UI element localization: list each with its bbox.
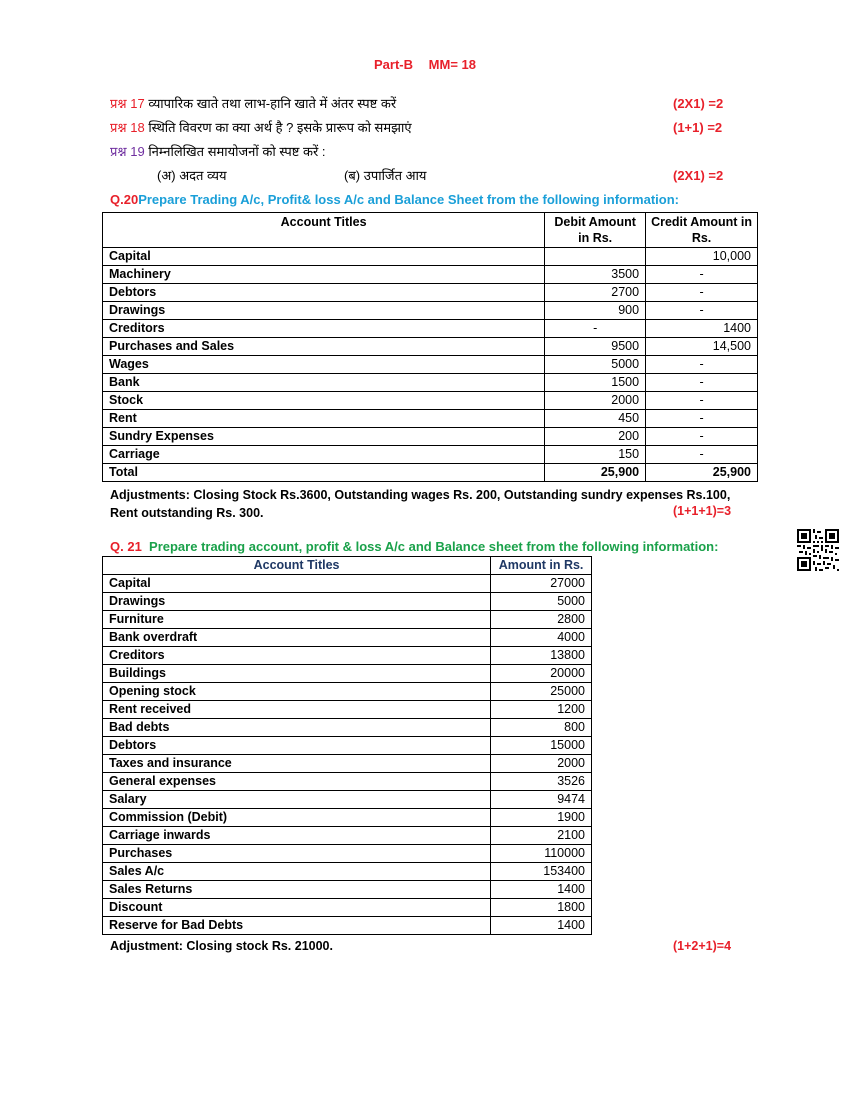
cell-account: Rent [103, 410, 545, 428]
cell-amount: 110000 [491, 845, 592, 863]
cell-credit: 14,500 [646, 338, 758, 356]
cell-amount: 15000 [491, 737, 592, 755]
table-row [103, 266, 758, 284]
cell-amount: 1400 [491, 881, 592, 899]
q20-number: Q.20 [110, 192, 139, 207]
cell-account: Creditors [103, 320, 545, 338]
cell-credit: - [646, 392, 758, 410]
cell-account: Bank overdraft [103, 629, 491, 647]
q17-prefix: प्रश्न [110, 96, 127, 111]
cell-amount: 4000 [491, 629, 592, 647]
cell-debit: 2700 [545, 284, 646, 302]
cell-debit: 150 [545, 446, 646, 464]
column-header-amount: Amount in Rs. [491, 557, 592, 575]
cell-debit: 9500 [545, 338, 646, 356]
table-row [103, 575, 592, 593]
cell-account: Salary [103, 791, 491, 809]
cell-account: Wages [103, 356, 545, 374]
table-row [103, 647, 592, 665]
table-row [103, 392, 758, 410]
cell-account: Total [103, 464, 545, 482]
cell-account: Machinery [103, 266, 545, 284]
table-header-row [103, 213, 758, 248]
q21-title: Prepare trading account, profit & loss A/c and Balance sheet from the following information: [149, 539, 719, 554]
cell-credit: - [646, 428, 758, 446]
cell-debit: 900 [545, 302, 646, 320]
table-row [103, 665, 592, 683]
q18-marks: (1+1) =2 [673, 120, 723, 135]
table-row [103, 881, 592, 899]
q21-number: Q. 21 [110, 539, 142, 554]
cell-debit: 3500 [545, 266, 646, 284]
table-row [103, 374, 758, 392]
cell-amount: 2800 [491, 611, 592, 629]
cell-account: Debtors [103, 737, 491, 755]
table-row [103, 737, 592, 755]
cell-account: Bad debts [103, 719, 491, 737]
column-header-credit: Credit Amount in Rs. [646, 213, 758, 248]
column-header-account: Account Titles [103, 557, 491, 575]
cell-debit: 200 [545, 428, 646, 446]
cell-debit: 1500 [545, 374, 646, 392]
cell-credit: 25,900 [646, 464, 758, 482]
table-row [103, 410, 758, 428]
cell-account: Purchases [103, 845, 491, 863]
cell-account: Reserve for Bad Debts [103, 917, 491, 935]
cell-account: Buildings [103, 665, 491, 683]
table-row [103, 791, 592, 809]
cell-debit [545, 248, 646, 266]
column-header-account: Account Titles [103, 213, 545, 248]
table-row [103, 899, 592, 917]
table-row [103, 446, 758, 464]
table-row [103, 683, 592, 701]
q17-marks: (2X1) =2 [673, 96, 724, 111]
q21-account-table [102, 556, 592, 935]
cell-account: Taxes and insurance [103, 755, 491, 773]
q21-adjustment: Adjustment: Closing stock Rs. 21000. [110, 939, 333, 953]
table-row [103, 248, 758, 266]
q19-text: निम्नलिखित समायोजनों को स्पष्ट करें : [148, 144, 326, 159]
table-row [103, 755, 592, 773]
table-row [103, 428, 758, 446]
cell-account: Carriage [103, 446, 545, 464]
cell-account: Sales A/c [103, 863, 491, 881]
q19-marks: (2X1) =2 [673, 168, 724, 183]
q17-number: 17 [130, 96, 145, 111]
table-row [103, 338, 758, 356]
cell-amount: 2000 [491, 755, 592, 773]
table-row [103, 773, 592, 791]
cell-account: Capital [103, 248, 545, 266]
cell-account: Debtors [103, 284, 545, 302]
cell-account: Drawings [103, 302, 545, 320]
cell-account: Stock [103, 392, 545, 410]
question-18 [110, 118, 750, 138]
cell-account: General expenses [103, 773, 491, 791]
cell-credit: 10,000 [646, 248, 758, 266]
q20-heading [110, 192, 679, 207]
cell-amount: 153400 [491, 863, 592, 881]
cell-amount: 9474 [491, 791, 592, 809]
cell-credit: 1400 [646, 320, 758, 338]
q19-option-a: (अ) अदत व्यय [157, 168, 227, 183]
cell-account: Purchases and Sales [103, 338, 545, 356]
q20-adjustments-line2: Rent outstanding Rs. 300. [110, 506, 264, 520]
q18-number: 18 [130, 120, 145, 135]
cell-credit: - [646, 284, 758, 302]
cell-account: Drawings [103, 593, 491, 611]
qr-code-icon [797, 529, 839, 571]
table-row [103, 464, 758, 482]
table-row [103, 284, 758, 302]
question-19-options [110, 166, 750, 186]
cell-amount: 2100 [491, 827, 592, 845]
cell-credit: - [646, 410, 758, 428]
cell-account: Bank [103, 374, 545, 392]
q21-heading [110, 539, 718, 554]
part-label: Part-B [374, 57, 414, 72]
table-row [103, 356, 758, 374]
cell-account: Furniture [103, 611, 491, 629]
q20-adjustments-line1: Adjustments: Closing Stock Rs.3600, Outstanding wages Rs. 200, Outstanding sundry expenses Rs.100, [110, 488, 731, 502]
cell-amount: 1800 [491, 899, 592, 917]
cell-amount: 20000 [491, 665, 592, 683]
cell-amount: 3526 [491, 773, 592, 791]
table-row [103, 719, 592, 737]
cell-account: Carriage inwards [103, 827, 491, 845]
cell-amount: 27000 [491, 575, 592, 593]
cell-credit: - [646, 266, 758, 284]
cell-credit: - [646, 356, 758, 374]
question-17 [110, 94, 750, 114]
cell-amount: 5000 [491, 593, 592, 611]
cell-debit: 2000 [545, 392, 646, 410]
q19-number: 19 [130, 144, 145, 159]
table-row [103, 917, 592, 935]
cell-amount: 1400 [491, 917, 592, 935]
cell-account: Commission (Debit) [103, 809, 491, 827]
q19-option-b: (ब) उपार्जित आय [344, 168, 427, 183]
cell-credit: - [646, 302, 758, 320]
table-row [103, 302, 758, 320]
cell-account: Opening stock [103, 683, 491, 701]
table-row [103, 701, 592, 719]
cell-amount: 25000 [491, 683, 592, 701]
q20-title: Prepare Trading A/c, Profit& loss A/c and Balance Sheet from the following information: [138, 192, 679, 207]
table-row [103, 827, 592, 845]
cell-credit: - [646, 446, 758, 464]
table-row [103, 809, 592, 827]
cell-debit: 5000 [545, 356, 646, 374]
page-title [0, 57, 850, 72]
q19-prefix: प्रश्न [110, 144, 127, 159]
cell-debit: 450 [545, 410, 646, 428]
cell-debit: 25,900 [545, 464, 646, 482]
cell-amount: 13800 [491, 647, 592, 665]
cell-account: Discount [103, 899, 491, 917]
q21-marks: (1+2+1)=4 [673, 939, 732, 953]
q20-marks: (1+1+1)=3 [673, 504, 732, 518]
cell-account: Sundry Expenses [103, 428, 545, 446]
column-header-debit: Debit Amount in Rs. [545, 213, 646, 248]
table-row [103, 320, 758, 338]
cell-amount: 1200 [491, 701, 592, 719]
table-row [103, 629, 592, 647]
max-marks: MM= 18 [428, 57, 476, 72]
cell-amount: 800 [491, 719, 592, 737]
cell-account: Creditors [103, 647, 491, 665]
table-row [103, 863, 592, 881]
q20-adjustments [110, 486, 730, 522]
q20-trial-balance-table [102, 212, 758, 482]
table-header-row [103, 557, 592, 575]
q18-text: स्थिति विवरण का क्या अर्थ है ? इसके प्रारूप को समझाएं [148, 120, 412, 135]
table-row [103, 845, 592, 863]
question-19 [110, 142, 750, 162]
cell-credit: - [646, 374, 758, 392]
table-row [103, 611, 592, 629]
q17-text: व्यापारिक खाते तथा लाभ-हानि खाते में अंतर स्पष्ट करें [148, 96, 397, 111]
q18-prefix: प्रश्न [110, 120, 127, 135]
cell-account: Sales Returns [103, 881, 491, 899]
cell-amount: 1900 [491, 809, 592, 827]
cell-debit: - [545, 320, 646, 338]
table-row [103, 593, 592, 611]
cell-account: Capital [103, 575, 491, 593]
cell-account: Rent received [103, 701, 491, 719]
